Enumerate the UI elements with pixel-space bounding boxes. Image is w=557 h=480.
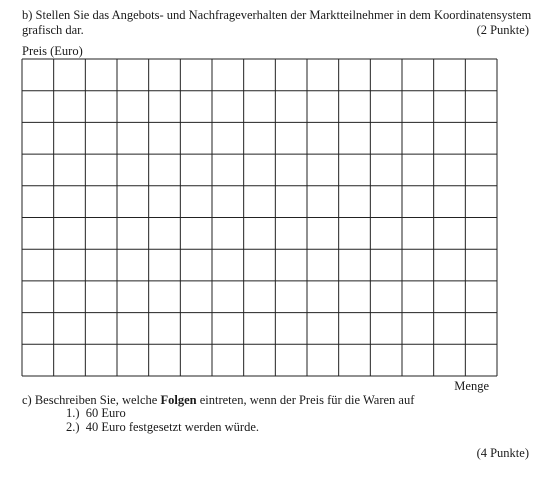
task-b-question-line1: b) Stellen Sie das Angebots- und Nachfrageverhalten der Marktteilnehmer in dem Koordinatensystem [22,8,532,22]
task-b-points: (2 Punkte) [476,23,529,37]
task-c-points: (4 Punkte) [476,446,529,460]
list-item [66,406,126,421]
y-axis-label: Preis (Euro) [22,44,83,58]
x-axis-label: Menge [454,379,489,393]
list-item [66,420,259,435]
task-c-bold-word: Folgen [160,393,197,407]
list-item-marker: 1.) [66,406,80,420]
task-b-question-line2: grafisch dar. [22,23,84,37]
task-c-suffix: eintreten, wenn der Preis für die Waren auf [196,393,415,407]
list-item-text: 60 Euro [85,406,126,420]
list-item-text: 40 Euro festgesetzt werden würde. [85,420,259,434]
task-c-prefix: c) Beschreiben Sie, welche [22,393,161,407]
list-item-marker: 2.) [66,420,80,434]
coordinate-grid [21,58,498,377]
